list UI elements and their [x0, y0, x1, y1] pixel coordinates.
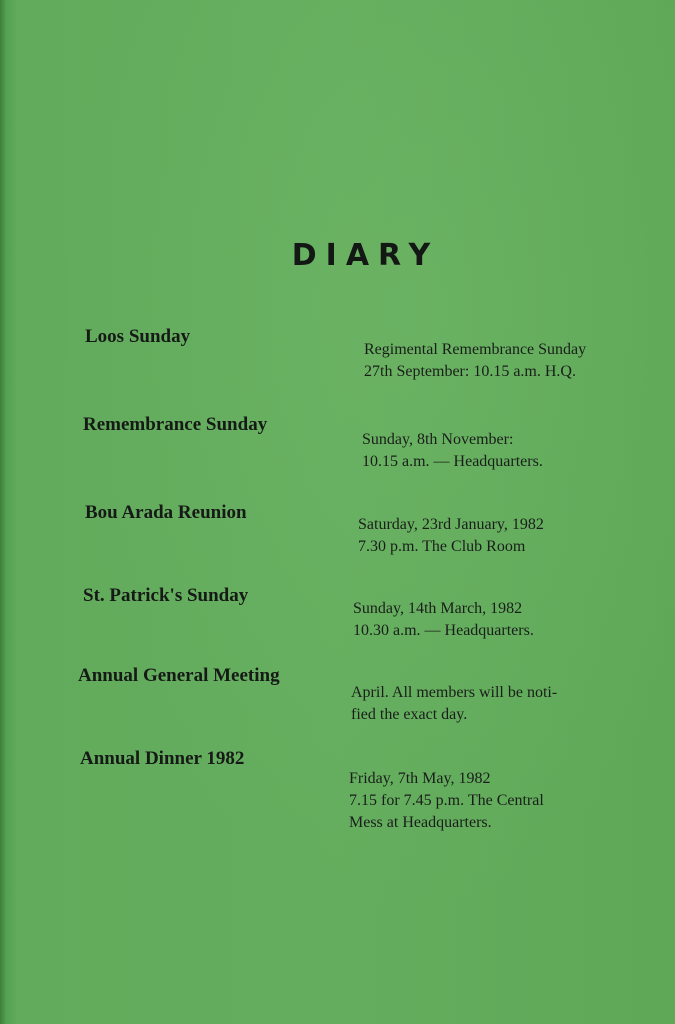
diary-entry-remembrance-sunday	[0, 414, 675, 484]
entry-name: Remembrance Sunday	[83, 414, 268, 435]
diary-entry-annual-general-meeting	[0, 665, 675, 735]
entry-name: Loos Sunday	[85, 326, 191, 347]
entry-detail-line: Mess at Headquarters.	[349, 814, 492, 831]
entry-name: St. Patrick's Sunday	[83, 585, 249, 606]
entry-detail-line: 27th September: 10.15 a.m. H.Q.	[364, 363, 576, 380]
entry-detail-line: April. All members will be noti-	[351, 684, 558, 701]
entry-detail	[358, 514, 544, 558]
diary-entry-bou-arada-reunion	[0, 502, 675, 572]
diary-entry-st-patricks-sunday	[0, 585, 675, 655]
entry-detail-line: 7.15 for 7.45 p.m. The Central	[349, 792, 544, 809]
entry-name: Annual General Meeting	[78, 665, 280, 686]
entry-name: Bou Arada Reunion	[85, 502, 247, 523]
entry-detail-line: fied the exact day.	[351, 706, 468, 723]
entry-detail-line: Regimental Remembrance Sunday	[364, 341, 587, 358]
entry-detail-line: Sunday, 8th November:	[362, 431, 514, 448]
entry-detail	[353, 598, 534, 642]
diary-entry-annual-dinner	[0, 748, 675, 848]
diary-entry-loos-sunday	[0, 326, 675, 396]
entry-detail-line: Sunday, 14th March, 1982	[353, 600, 523, 617]
entry-detail	[351, 682, 557, 726]
entry-detail	[362, 429, 543, 473]
entry-detail-line: 10.15 a.m. — Headquarters.	[362, 453, 543, 470]
entry-detail-line: Saturday, 23rd January, 1982	[358, 516, 544, 533]
page-title: DIARY	[291, 238, 440, 273]
entry-detail-line: 7.30 p.m. The Club Room	[358, 538, 526, 555]
entry-detail-line: 10.30 a.m. — Headquarters.	[353, 622, 534, 639]
entry-detail	[364, 339, 586, 383]
entry-detail-line: Friday, 7th May, 1982	[349, 770, 491, 787]
entry-detail	[349, 768, 544, 834]
entry-name: Annual Dinner 1982	[80, 748, 245, 769]
